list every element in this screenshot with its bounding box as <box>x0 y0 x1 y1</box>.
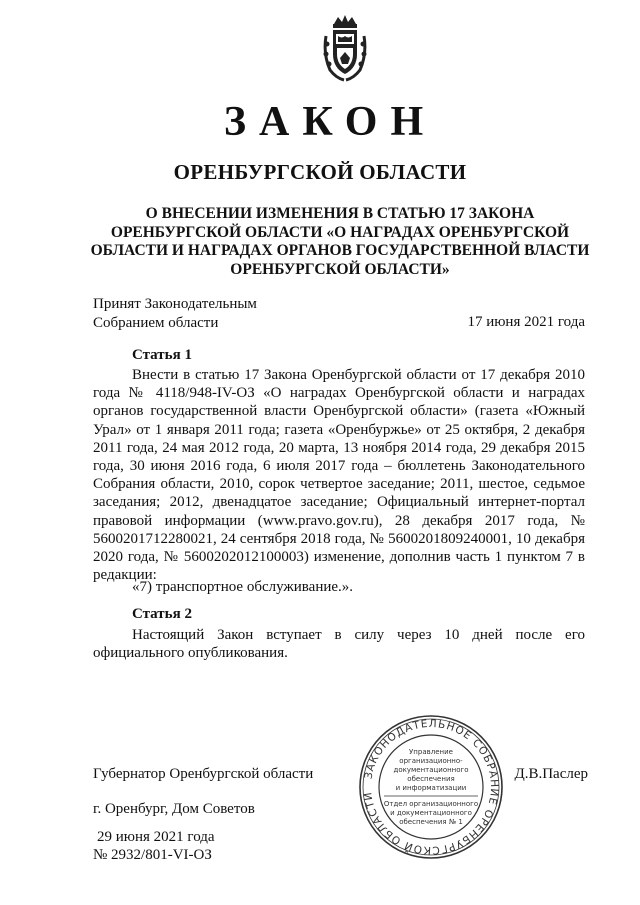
governor-title: Губернатор Оренбургской области <box>93 766 314 782</box>
adoption-line: Собранием области <box>93 314 219 331</box>
stamp-line: обеспечения <box>407 775 455 783</box>
subject-line: ОРЕНБУРГСКОЙ ОБЛАСТИ «О НАГРАДАХ ОРЕНБУРГСКОЙ <box>110 223 570 241</box>
adoption-body <box>93 295 257 332</box>
stamp-outer-text: ЗАКОНОДАТЕЛЬНОЕ СОБРАНИЕ ОРЕНБУРГСКОЙ ОБЛАСТИ <box>362 717 501 857</box>
stamp-line: документационного <box>393 766 469 774</box>
subject-line: ОРЕНБУРГСКОЙ ОБЛАСТИ» <box>230 260 450 278</box>
stamp-line: обеспечения № 1 <box>399 818 463 826</box>
region-title: ОРЕНБУРГСКОЙ ОБЛАСТИ <box>173 160 467 184</box>
law-title: ЗАКОН <box>223 99 437 145</box>
law-subject <box>80 205 600 279</box>
article-2-text: Настоящий Закон вступает в силу через 10 дней после его официального опубликования. <box>93 627 585 662</box>
coat-of-arms-icon <box>322 14 368 82</box>
stamp-line: и документационного <box>390 809 472 817</box>
article-2-heading: Статья 2 <box>132 606 192 622</box>
official-stamp <box>358 714 504 860</box>
subject-line: О ВНЕСЕНИИ ИЗМЕНЕНИЯ В СТАТЬЮ 17 ЗАКОНА <box>145 205 535 222</box>
stamp-line: Отдел организационного <box>383 800 479 808</box>
signing-place: г. Оренбург, Дом Советов <box>93 801 255 817</box>
article-1-heading: Статья 1 <box>132 347 192 363</box>
adoption-date: 17 июня 2021 года <box>467 314 585 330</box>
law-number: № 2932/801-VI-ОЗ <box>93 847 212 863</box>
stamp-line: организационно- <box>399 757 463 765</box>
governor-name: Д.В.Паслер <box>514 766 588 782</box>
article-1-text: Внести в статью 17 Закона Оренбургской области от 17 декабря 2010 года № 4118/948-IV-ОЗ «О наградах Оренбургской области и наградах органов государственной власти Оренбургской области» (газета «Южный Урал» от 1 января 2011 года; газета «Оренбуржье» от 25 октября, 2 декабря 2011 года, 24 мая 2012 года, 20 марта, 13 ноября 2014 года, 29 декабря 2015 года, 30 июня 2016 года, 6 июля 2017 года – бюллетень Законодательного Собрания области, 2010, сорок четвертое заседание; 2011, шестое, седьмое заседания; 2012, двенадцатое заседание; Официальный интернет-портал правовой информации (www.pravo.gov.ru), 28 декабря 2017 года, № 5600201712280021, 24 сентября 2018 года, № 5600201809240001, 10 декабря 2020 года, № 5600202012100003) изменение, дополнив часть 1 пунктом 7 в редакции: <box>93 367 585 584</box>
article-1-quote: «7) транспортное обслуживание.». <box>132 579 354 595</box>
adoption-line: Принят Законодательным <box>93 296 257 312</box>
signing-date: 29 июня 2021 года <box>97 829 215 845</box>
subject-line: ОБЛАСТИ И НАГРАДАХ ОРГАНОВ ГОСУДАРСТВЕННОЙ ВЛАСТИ <box>90 242 590 259</box>
stamp-line: Управление <box>409 748 453 756</box>
stamp-line: и информатизации <box>395 784 467 792</box>
